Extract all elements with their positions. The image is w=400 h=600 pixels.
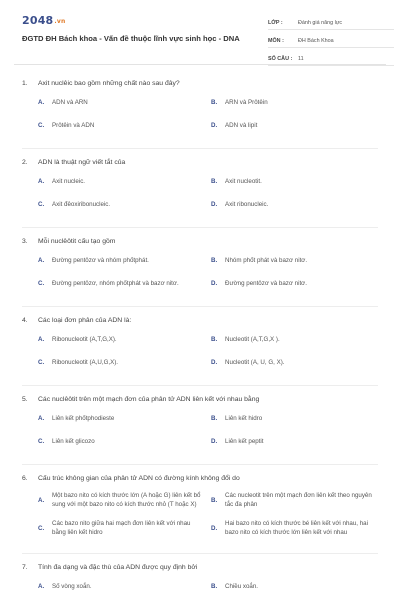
meta-row — [268, 14, 394, 30]
answer-options — [22, 412, 378, 458]
answer-option[interactable] — [38, 198, 211, 211]
document-meta — [268, 14, 394, 68]
answer-option[interactable] — [211, 519, 384, 537]
answer-options — [22, 175, 378, 221]
option-text: Chiều xoắn. — [225, 583, 259, 590]
option-text: Liên kết hidro — [225, 415, 263, 422]
option-letter: A. — [38, 415, 45, 422]
meta-row — [268, 50, 394, 66]
answer-option[interactable] — [38, 96, 211, 109]
question-item — [22, 237, 378, 307]
question-number: 7. — [22, 564, 28, 571]
answer-option[interactable] — [38, 175, 211, 188]
question-text: Các loại đơn phân của ADN là: — [38, 317, 132, 324]
document-title: ĐGTD ĐH Bách khoa - Vấn đề thuộc lĩnh vực sinh học - DNA — [22, 34, 240, 43]
option-letter: C. — [38, 122, 45, 129]
option-letter: D. — [211, 524, 218, 532]
option-letter: B. — [211, 178, 218, 185]
option-text: Số vòng xoắn. — [52, 583, 92, 590]
option-letter: C. — [38, 359, 45, 366]
answer-option[interactable] — [211, 254, 384, 267]
question-text: Các nuclêôtit trên một mạch đơn của phân tử ADN liên kết với nhau bằng — [38, 396, 260, 403]
answer-option[interactable] — [211, 412, 384, 425]
option-letter: B. — [211, 415, 218, 422]
question-item — [22, 474, 378, 554]
option-letter: D. — [211, 122, 218, 129]
question-number: 3. — [22, 238, 28, 245]
option-letter: D. — [211, 438, 218, 445]
answer-option[interactable] — [38, 435, 211, 448]
option-text: Axit nucleic. — [52, 178, 86, 185]
question-item — [22, 563, 378, 600]
answer-option[interactable] — [211, 491, 384, 509]
question-text: ADN là thuật ngữ viết tắt của — [38, 159, 126, 166]
option-text: Liên kết glicozo — [52, 438, 95, 445]
answer-option[interactable] — [211, 198, 384, 211]
option-letter: A. — [38, 496, 45, 504]
answer-options — [22, 333, 378, 379]
logo-suffix: .vn — [54, 18, 66, 25]
answer-options — [22, 580, 378, 600]
question-header — [22, 395, 378, 404]
option-letter: B. — [211, 496, 218, 504]
option-letter: A. — [38, 257, 45, 264]
answer-option[interactable] — [211, 277, 384, 290]
option-text: Liên kết peptit — [225, 438, 264, 445]
question-header — [22, 158, 378, 167]
option-text: ADN và lipit — [225, 122, 258, 129]
option-letter: C. — [38, 280, 45, 287]
question-item — [22, 158, 378, 228]
answer-options — [22, 491, 378, 547]
option-text: Nucleotit (A, U, G, X). — [225, 359, 285, 366]
document-header — [14, 0, 386, 65]
question-text: Cấu trúc không gian của phân tử ADN có đường kính không đổi do — [38, 475, 240, 482]
option-letter: B. — [211, 583, 218, 590]
option-letter: C. — [38, 201, 45, 208]
question-header — [22, 563, 378, 572]
question-text: Mỗi nuclêôtit cấu tạo gồm — [38, 238, 116, 245]
answer-option[interactable] — [211, 175, 384, 188]
option-letter: D. — [211, 359, 218, 366]
option-text: Axit đêoxiribonucleic. — [52, 201, 111, 208]
meta-label: MÔN : — [268, 38, 284, 44]
answer-option[interactable] — [38, 412, 211, 425]
meta-value: ĐH Bách Khoa — [298, 38, 334, 44]
answer-option[interactable] — [211, 356, 384, 369]
question-header — [22, 474, 378, 483]
answer-option[interactable] — [38, 519, 211, 537]
question-header — [22, 237, 378, 246]
option-text: Ribonucleotit (A,T,G,X). — [52, 336, 117, 343]
question-item — [22, 395, 378, 465]
question-number: 4. — [22, 317, 28, 324]
question-text: Axit nuclêic bao gồm những chất nào sau đây? — [38, 80, 180, 87]
answer-option[interactable] — [211, 580, 384, 593]
answer-option[interactable] — [211, 96, 384, 109]
answer-option[interactable] — [38, 254, 211, 267]
option-text: Axit nucleotit. — [225, 178, 262, 185]
answer-option[interactable] — [211, 435, 384, 448]
question-list — [14, 65, 386, 600]
meta-value: 11 — [298, 56, 304, 62]
option-letter: A. — [38, 583, 45, 590]
question-item — [22, 79, 378, 149]
option-text: Đường pentôzơ và nhóm phốtphát. — [52, 257, 149, 264]
answer-option[interactable] — [211, 119, 384, 132]
meta-value: Đánh giá năng lực — [298, 20, 343, 26]
option-text: Axit ribonucleic. — [225, 201, 269, 208]
meta-label: LỚP : — [268, 20, 283, 26]
answer-option[interactable] — [38, 277, 211, 290]
answer-option[interactable] — [38, 580, 211, 593]
question-item — [22, 316, 378, 386]
option-text: Nhóm phốt phát và bazơ nitơ. — [225, 257, 308, 264]
question-number: 2. — [22, 159, 28, 166]
answer-option[interactable] — [38, 491, 211, 509]
option-text: Một bazo nito có kích thước lớn (A hoặc G) liên kết bổ sung với một bazo nito có kích thước nhỏ (T hoặc X) — [52, 492, 201, 508]
question-header — [22, 79, 378, 88]
option-text: Liên kết phốtphodieste — [52, 415, 115, 422]
question-number: 5. — [22, 396, 28, 403]
option-letter: D. — [211, 201, 218, 208]
answer-options — [22, 254, 378, 300]
option-text: Các nucleotit trên một mạch đơn liên kết theo nguyên tắc đa phân — [225, 492, 372, 508]
option-letter: A. — [38, 99, 45, 106]
option-letter: A. — [38, 336, 45, 343]
option-text: Hai bazo nito có kích thước bé liên kết với nhau, hai bazo nito có kích thước lớn liên kết với nhau — [225, 520, 368, 536]
meta-row — [268, 32, 394, 48]
answer-option[interactable] — [38, 119, 211, 132]
site-logo[interactable] — [22, 14, 65, 27]
meta-label: SỐ CÂU : — [268, 56, 293, 62]
option-letter: D. — [211, 280, 218, 287]
question-text: Tính đa dạng và đặc thù của ADN được quy định bởi — [38, 564, 198, 571]
option-text: Prôtêin và ADN — [52, 122, 95, 129]
answer-option[interactable] — [38, 356, 211, 369]
answer-options — [22, 96, 378, 142]
logo-text: 2048 — [22, 14, 54, 27]
option-text: Nucleotit (A,T,G,X ). — [225, 336, 280, 343]
option-letter: B. — [211, 336, 218, 343]
option-letter: C. — [38, 524, 45, 532]
option-letter: C. — [38, 438, 45, 445]
option-letter: B. — [211, 99, 218, 106]
question-number: 1. — [22, 80, 28, 87]
option-text: ADN và ARN — [52, 99, 88, 106]
question-header — [22, 316, 378, 325]
option-letter: A. — [38, 178, 45, 185]
option-text: Đường pentôzơ, nhóm phốtphát và bazơ nitơ. — [52, 280, 179, 287]
option-text: Các bazo nito giữa hai mạch đơn liên kết với nhau bằng liên kết hidro — [52, 520, 191, 536]
option-letter: B. — [211, 257, 218, 264]
answer-option[interactable] — [38, 333, 211, 346]
option-text: ARN và Prôtêin — [225, 99, 268, 106]
option-text: Ribonucleotit (A,U,G,X). — [52, 359, 119, 366]
option-text: Đường pentôzơ và bazơ nitơ. — [225, 280, 307, 287]
question-number: 6. — [22, 475, 28, 482]
answer-option[interactable] — [211, 333, 384, 346]
